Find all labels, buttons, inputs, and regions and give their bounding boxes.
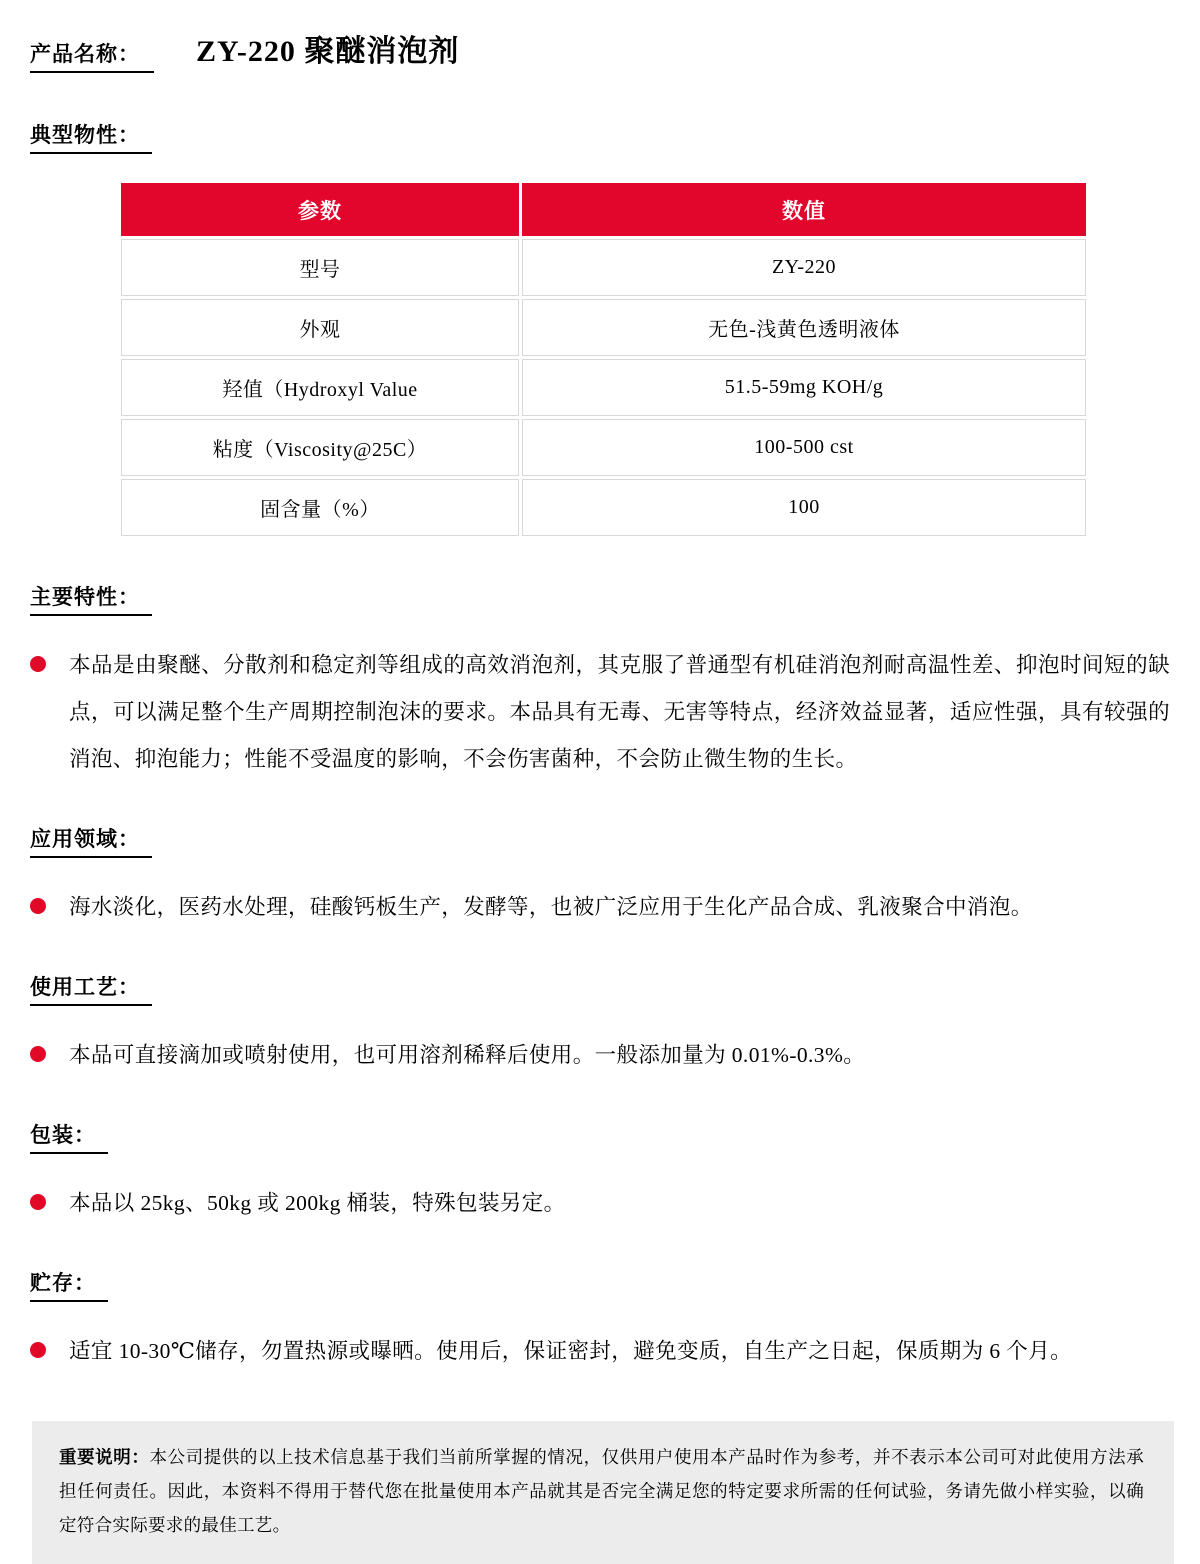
product-name-label: 产品名称： <box>30 38 154 73</box>
table-row <box>121 479 1086 536</box>
value-cell: 51.5-59mg KOH/g <box>522 359 1086 416</box>
bullet-text: 本品是由聚醚、分散剂和稳定剂等组成的高效消泡剂，其克服了普通型有机硅消泡剂耐高温性差、抑泡时间短的缺点，可以满足整个生产周期控制泡沫的要求。本品具有无毒、无害等特点，经济效益显著，适应性强，具有较强的消泡、抑泡能力；性能不受温度的影响，不会伤害菌种，不会防止微生物的生长。 <box>69 653 1170 771</box>
disclaimer-box <box>32 1421 1174 1564</box>
value-cell: ZY-220 <box>522 239 1086 296</box>
bullet-text: 本品以 25kg、50kg 或 200kg 桶装，特殊包装另定。 <box>69 1191 566 1215</box>
table-row <box>121 239 1086 296</box>
bullet-icon <box>30 1194 46 1210</box>
param-cell: 粘度（Viscosity@25C） <box>121 419 519 476</box>
table-row <box>121 359 1086 416</box>
param-cell: 固含量（%） <box>121 479 519 536</box>
disclaimer-label: 重要说明： <box>59 1447 150 1467</box>
table-header-row <box>121 183 1086 236</box>
bullet-text: 海水淡化，医药水处理，硅酸钙板生产，发酵等，也被广泛应用于生化产品合成、乳液聚合中消泡。 <box>69 895 1033 919</box>
list-item <box>30 1328 1170 1375</box>
typical-properties-section <box>30 119 1170 154</box>
page-title: ZY-220 聚醚消泡剂 <box>196 35 460 68</box>
bullet-icon <box>30 1342 46 1358</box>
column-header-value: 数值 <box>522 183 1086 236</box>
application-section <box>30 823 1170 858</box>
section-heading-features: 主要特性： <box>30 581 152 616</box>
packaging-section <box>30 1119 1170 1154</box>
value-cell: 100-500 cst <box>522 419 1086 476</box>
features-section <box>30 581 1170 616</box>
column-header-param: 参数 <box>121 183 519 236</box>
table-row <box>121 419 1086 476</box>
value-cell: 100 <box>522 479 1086 536</box>
disclaimer-text: 本公司提供的以上技术信息基于我们当前所掌握的情况，仅供用户使用本产品时作为参考，并不表示本公司可对此使用方法承担任何责任。因此，本资料不得用于替代您在批量使用本产品就其是否完全满足您的特定要求所需的任何试验，务请先做小样实验，以确定符合实际要求的最佳工艺。 <box>59 1447 1145 1535</box>
param-cell: 型号 <box>121 239 519 296</box>
bullet-text: 适宜 10-30℃储存，勿置热源或曝晒。使用后，保证密封，避免变质，自生产之日起，保质期为 6 个月。 <box>69 1339 1072 1363</box>
section-heading-storage: 贮存： <box>30 1267 108 1302</box>
section-heading-typical-properties: 典型物性： <box>30 119 152 154</box>
title-row <box>30 26 1170 73</box>
section-heading-application: 应用领域： <box>30 823 152 858</box>
bullet-text: 本品可直接滴加或喷射使用，也可用溶剂稀释后使用。一般添加量为 0.01%-0.3%。 <box>69 1043 866 1067</box>
section-heading-packaging: 包装： <box>30 1119 108 1154</box>
usage-section <box>30 971 1170 1006</box>
list-item <box>30 884 1170 931</box>
value-cell: 无色-浅黄色透明液体 <box>522 299 1086 356</box>
list-item <box>30 1032 1170 1079</box>
properties-table <box>118 180 1089 539</box>
bullet-icon <box>30 1046 46 1062</box>
param-cell: 羟值（Hydroxyl Value <box>121 359 519 416</box>
bullet-icon <box>30 898 46 914</box>
section-heading-usage: 使用工艺： <box>30 971 152 1006</box>
list-item <box>30 642 1170 783</box>
storage-section <box>30 1267 1170 1302</box>
param-cell: 外观 <box>121 299 519 356</box>
bullet-icon <box>30 656 46 672</box>
table-row <box>121 299 1086 356</box>
list-item <box>30 1180 1170 1227</box>
